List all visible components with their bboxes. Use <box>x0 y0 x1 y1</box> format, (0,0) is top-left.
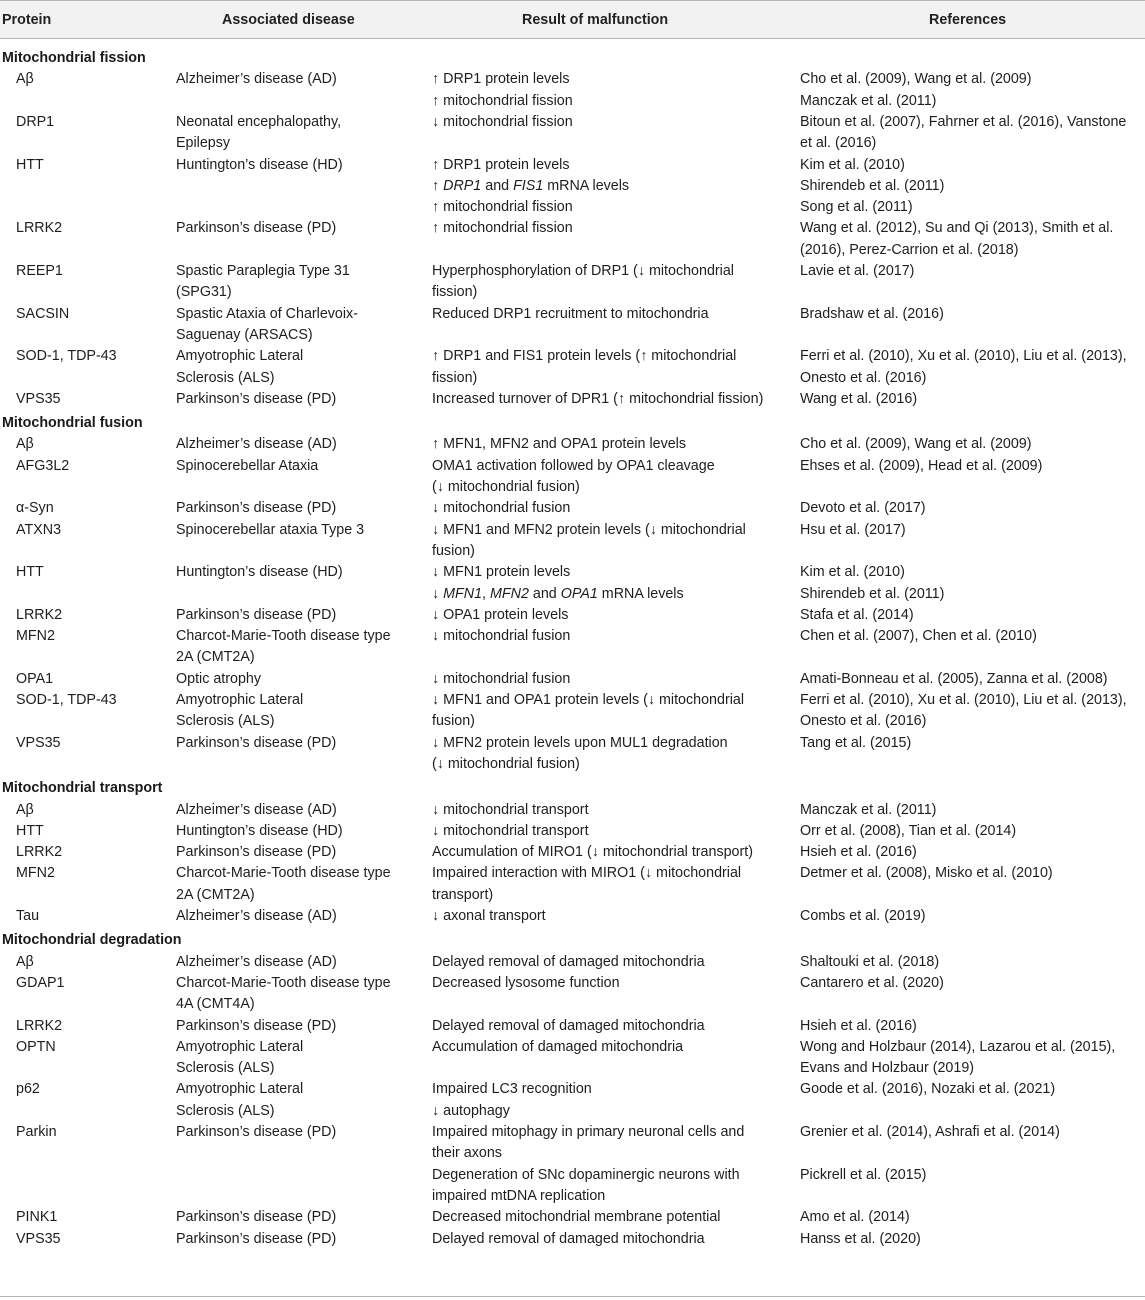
result-cell: Decreased lysosome function <box>432 974 620 991</box>
disease-cell: Amyotrophic Lateral <box>176 692 304 708</box>
references-cell: Hsu et al. (2017) <box>800 521 906 538</box>
disease-cell: Charcot-Marie-Tooth disease type <box>176 974 391 991</box>
header-result-of-malfunction: Result of malfunction <box>522 12 669 28</box>
references-cell: Onesto et al. (2016) <box>800 713 927 730</box>
result-cell: ↑ mitochondrial fission <box>432 92 573 109</box>
result-cell: their axons <box>432 1145 502 1162</box>
result-cell: ↓ MFN1 protein levels <box>432 564 571 581</box>
protein-cell: HTT <box>16 156 44 173</box>
header-associated-disease: Associated disease <box>222 12 355 28</box>
disease-cell: Alzheimer’s disease (AD) <box>176 953 337 970</box>
disease-cell: Sclerosis (ALS) <box>176 1102 275 1119</box>
result-cell: (↓ mitochondrial fusion) <box>432 479 580 495</box>
references-cell: Hanss et al. (2020) <box>800 1230 921 1247</box>
disease-cell: Amyotrophic Lateral <box>176 348 304 365</box>
protein-cell: α-Syn <box>16 500 54 517</box>
references-cell: Lavie et al. (2017) <box>800 263 915 279</box>
result-cell: ↑ DRP1 protein levels <box>432 71 570 88</box>
disease-cell: Alzheimer’s disease (AD) <box>176 71 337 88</box>
protein-cell: Parkin <box>16 1124 57 1140</box>
protein-cell: AFG3L2 <box>16 457 70 474</box>
references-cell: Wang et al. (2012), Su and Qi (2013), Smith et al. <box>800 220 1114 237</box>
references-cell: Chen et al. (2007), Chen et al. (2010) <box>800 628 1037 645</box>
result-cell: ↓ MFN1 and MFN2 protein levels (↓ mitochondrial <box>432 521 746 538</box>
result-cell: (↓ mitochondrial fusion) <box>432 755 580 772</box>
section-heading: Mitochondrial fission <box>2 50 146 66</box>
result-cell: OMA1 activation followed by OPA1 cleavage <box>432 457 715 474</box>
protein-cell: GDAP1 <box>16 974 65 991</box>
disease-cell: Parkinson’s disease (PD) <box>176 390 337 407</box>
protein-cell: SACSIN <box>16 305 70 322</box>
result-cell: fission) <box>432 369 478 386</box>
disease-cell: 2A (CMT2A) <box>176 886 255 903</box>
disease-cell: Parkinson’s disease (PD) <box>176 220 337 237</box>
result-cell: Impaired LC3 recognition <box>432 1081 592 1098</box>
result-cell: ↓ MFN1 and OPA1 protein levels (↓ mitochondrial <box>432 692 745 708</box>
header-protein: Protein <box>2 12 52 28</box>
references-cell: Hsieh et al. (2016) <box>800 1017 917 1034</box>
result-cell: ↓ MFN1, MFN2 and OPA1 mRNA levels <box>432 585 684 602</box>
references-cell: Amo et al. (2014) <box>800 1209 910 1226</box>
protein-cell: VPS35 <box>16 390 61 407</box>
references-cell: Detmer et al. (2008), Misko et al. (2010) <box>800 865 1053 882</box>
disease-cell: Parkinson’s disease (PD) <box>176 1230 337 1247</box>
disease-cell: Spastic Paraplegia Type 31 <box>176 263 350 279</box>
result-cell: Reduced DRP1 recruitment to mitochondria <box>432 305 709 322</box>
result-cell: ↓ OPA1 protein levels <box>432 606 569 623</box>
references-cell: Orr et al. (2008), Tian et al. (2014) <box>800 822 1017 839</box>
protein-cell: HTT <box>16 564 44 581</box>
references-cell: Cho et al. (2009), Wang et al. (2009) <box>800 71 1032 88</box>
result-cell: Increased turnover of DPR1 (↑ mitochondrial fission) <box>432 390 764 407</box>
section-heading: Mitochondrial transport <box>2 780 163 797</box>
references-cell: Shirendeb et al. (2011) <box>800 585 945 602</box>
protein-cell: SOD-1, TDP-43 <box>16 348 117 365</box>
disease-cell: Saguenay (ARSACS) <box>176 326 313 343</box>
protein-cell: Aβ <box>16 953 34 970</box>
result-cell: Delayed removal of damaged mitochondria <box>432 1230 705 1247</box>
disease-cell: Neonatal encephalopathy, <box>176 113 342 130</box>
table-header-row <box>0 0 1145 39</box>
disease-cell: Sclerosis (ALS) <box>176 369 275 386</box>
protein-cell: LRRK2 <box>16 844 63 861</box>
disease-cell: 4A (CMT4A) <box>176 996 255 1013</box>
protein-cell: Tau <box>16 908 40 924</box>
protein-cell: Aβ <box>16 436 34 453</box>
references-cell: Manczak et al. (2011) <box>800 92 937 109</box>
result-cell: ↓ mitochondrial fusion <box>432 500 571 517</box>
references-cell: Amati-Bonneau et al. (2005), Zanna et al. (2008) <box>800 670 1108 687</box>
result-cell: Delayed removal of damaged mitochondria <box>432 1017 705 1034</box>
references-cell: Wong and Holzbaur (2014), Lazarou et al. (2015), <box>800 1038 1116 1055</box>
result-cell: impaired mtDNA replication <box>432 1187 606 1204</box>
references-cell: Bradshaw et al. (2016) <box>800 305 944 322</box>
result-cell: fission) <box>432 284 478 301</box>
protein-cell: OPA1 <box>16 670 54 687</box>
result-cell: Hyperphosphorylation of DRP1 (↓ mitochondrial <box>432 263 734 279</box>
result-cell: ↓ mitochondrial fission <box>432 113 573 130</box>
disease-cell: Amyotrophic Lateral <box>176 1038 304 1055</box>
disease-cell: Optic atrophy <box>176 670 262 687</box>
references-cell: Ehses et al. (2009), Head et al. (2009) <box>800 457 1043 474</box>
references-cell: Tang et al. (2015) <box>800 734 912 751</box>
result-cell: Accumulation of damaged mitochondria <box>432 1038 684 1055</box>
result-cell: ↓ autophagy <box>432 1102 510 1119</box>
disease-cell: Amyotrophic Lateral <box>176 1081 304 1098</box>
references-cell: Ferri et al. (2010), Xu et al. (2010), Liu et al. (2013), <box>800 692 1127 708</box>
result-cell: Impaired mitophagy in primary neuronal cells and <box>432 1124 745 1140</box>
disease-cell: (SPG31) <box>176 284 232 301</box>
result-cell: ↑ mitochondrial fission <box>432 220 573 237</box>
protein-cell: MFN2 <box>16 628 55 645</box>
disease-cell: Spinocerebellar ataxia Type 3 <box>176 521 365 538</box>
disease-cell: Charcot-Marie-Tooth disease type <box>176 865 391 882</box>
result-cell: Decreased mitochondrial membrane potential <box>432 1209 721 1226</box>
protein-cell: p62 <box>16 1081 40 1098</box>
protein-cell: HTT <box>16 822 44 839</box>
result-cell: Degeneration of SNc dopaminergic neurons with <box>432 1166 740 1183</box>
disease-cell: Charcot-Marie-Tooth disease type <box>176 628 391 645</box>
disease-cell: Parkinson’s disease (PD) <box>176 1209 337 1226</box>
result-cell: ↓ MFN2 protein levels upon MUL1 degradation <box>432 734 728 751</box>
disease-cell: Parkinson’s disease (PD) <box>176 1124 337 1140</box>
references-cell: Combs et al. (2019) <box>800 908 926 924</box>
disease-cell: Parkinson’s disease (PD) <box>176 606 337 623</box>
references-cell: et al. (2016) <box>800 135 877 152</box>
result-cell: ↓ axonal transport <box>432 908 546 924</box>
disease-cell: Sclerosis (ALS) <box>176 1060 275 1077</box>
references-cell: Evans and Holzbaur (2019) <box>800 1060 975 1077</box>
references-cell: (2016), Perez-Carrion et al. (2018) <box>800 241 1019 258</box>
protein-cell: OPTN <box>16 1038 56 1055</box>
protein-cell: VPS35 <box>16 734 61 751</box>
protein-cell: MFN2 <box>16 865 55 882</box>
references-cell: Hsieh et al. (2016) <box>800 844 917 861</box>
references-cell: Onesto et al. (2016) <box>800 369 927 386</box>
protein-cell: DRP1 <box>16 113 55 130</box>
references-cell: Shaltouki et al. (2018) <box>800 953 940 970</box>
protein-cell: LRRK2 <box>16 1017 63 1034</box>
disease-cell: Alzheimer’s disease (AD) <box>176 908 337 924</box>
section-heading: Mitochondrial degradation <box>2 932 182 949</box>
disease-cell: Sclerosis (ALS) <box>176 713 275 730</box>
header-references: References <box>929 12 1007 28</box>
references-cell: Wang et al. (2016) <box>800 390 918 407</box>
protein-cell: ATXN3 <box>16 521 62 538</box>
references-cell: Ferri et al. (2010), Xu et al. (2010), Liu et al. (2013), <box>800 348 1127 365</box>
disease-cell: Parkinson’s disease (PD) <box>176 844 337 861</box>
references-cell: Grenier et al. (2014), Ashrafi et al. (2014) <box>800 1124 1060 1140</box>
disease-cell: Spinocerebellar Ataxia <box>176 457 319 474</box>
result-cell: fusion) <box>432 713 475 730</box>
protein-cell: SOD-1, TDP-43 <box>16 692 117 708</box>
table-bottom-rule <box>0 1296 1145 1297</box>
result-cell: ↑ mitochondrial fission <box>432 199 573 216</box>
references-cell: Shirendeb et al. (2011) <box>800 177 945 194</box>
disease-cell: Alzheimer’s disease (AD) <box>176 436 337 453</box>
result-cell: fusion) <box>432 542 475 559</box>
result-cell: ↑ DRP1 protein levels <box>432 156 570 173</box>
result-cell: Delayed removal of damaged mitochondria <box>432 953 705 970</box>
protein-cell: VPS35 <box>16 1230 61 1247</box>
result-cell: transport) <box>432 886 494 903</box>
references-cell: Manczak et al. (2011) <box>800 801 937 818</box>
disease-cell: Spastic Ataxia of Charlevoix- <box>176 305 358 322</box>
result-cell: Impaired interaction with MIRO1 (↓ mitochondrial <box>432 865 742 882</box>
disease-cell: Huntington’s disease (HD) <box>176 156 343 173</box>
references-cell: Bitoun et al. (2007), Fahrner et al. (2016), Vanstone <box>800 113 1127 130</box>
disease-cell: Parkinson’s disease (PD) <box>176 500 337 517</box>
result-cell: Accumulation of MIRO1 (↓ mitochondrial transport) <box>432 844 754 861</box>
result-cell: ↓ mitochondrial fusion <box>432 670 571 687</box>
section-heading: Mitochondrial fusion <box>2 415 143 432</box>
disease-cell: Huntington’s disease (HD) <box>176 822 343 839</box>
result-cell: ↓ mitochondrial transport <box>432 822 589 839</box>
protein-cell: LRRK2 <box>16 606 63 623</box>
disease-cell: Epilepsy <box>176 135 231 152</box>
references-cell: Pickrell et al. (2015) <box>800 1166 927 1183</box>
disease-cell: 2A (CMT2A) <box>176 649 255 666</box>
references-cell: Song et al. (2011) <box>800 199 913 216</box>
references-cell: Kim et al. (2010) <box>800 564 905 581</box>
references-cell: Devoto et al. (2017) <box>800 500 926 517</box>
disease-cell: Parkinson’s disease (PD) <box>176 1017 337 1034</box>
result-cell: ↓ mitochondrial transport <box>432 801 589 818</box>
disease-cell: Alzheimer’s disease (AD) <box>176 801 337 818</box>
references-cell: Stafa et al. (2014) <box>800 606 914 623</box>
protein-cell: Aβ <box>16 71 34 88</box>
protein-cell: PINK1 <box>16 1209 58 1226</box>
protein-cell: REEP1 <box>16 263 63 279</box>
references-cell: Goode et al. (2016), Nozaki et al. (2021) <box>800 1081 1056 1098</box>
protein-cell: LRRK2 <box>16 220 63 237</box>
disease-cell: Parkinson’s disease (PD) <box>176 734 337 751</box>
result-cell: ↓ mitochondrial fusion <box>432 628 571 645</box>
result-cell: ↑ MFN1, MFN2 and OPA1 protein levels <box>432 436 686 453</box>
disease-cell: Huntington’s disease (HD) <box>176 564 343 581</box>
result-cell: ↑ DRP1 and FIS1 mRNA levels <box>432 177 630 194</box>
references-cell: Kim et al. (2010) <box>800 156 905 173</box>
protein-cell: Aβ <box>16 801 34 818</box>
references-cell: Cho et al. (2009), Wang et al. (2009) <box>800 436 1032 453</box>
result-cell: ↑ DRP1 and FIS1 protein levels (↑ mitochondrial <box>432 348 737 365</box>
references-cell: Cantarero et al. (2020) <box>800 974 944 991</box>
